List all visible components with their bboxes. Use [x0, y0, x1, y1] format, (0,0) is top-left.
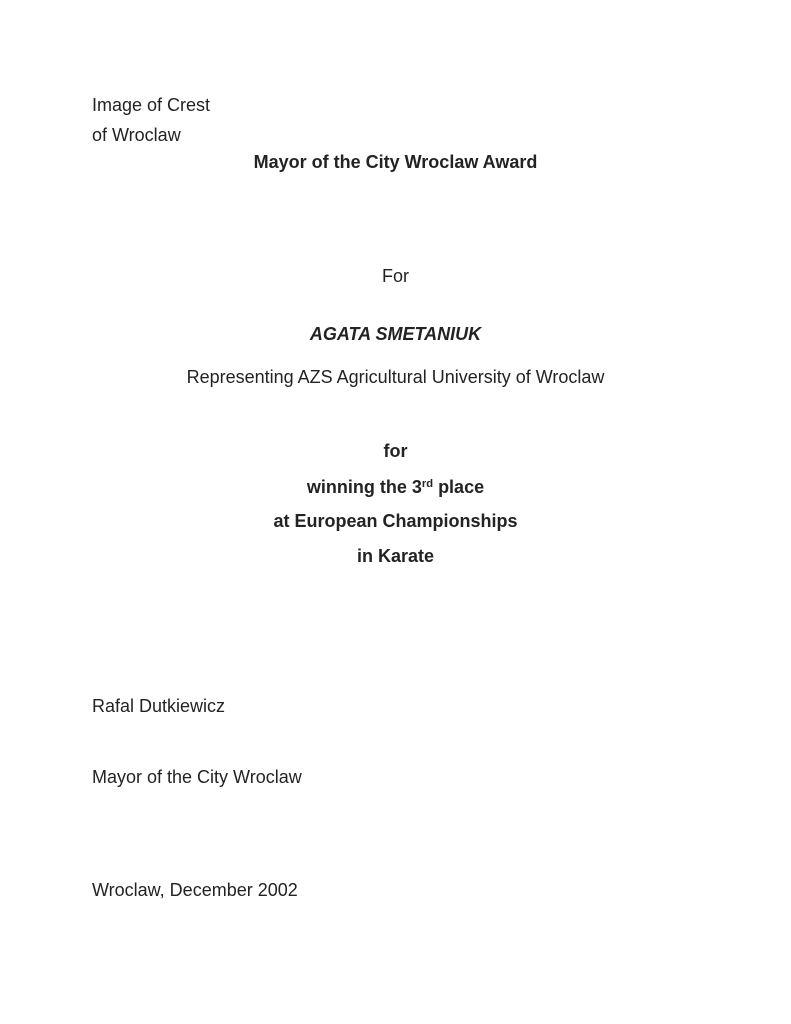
dateline: Wroclaw, December 2002: [92, 880, 298, 900]
recipient-affiliation: Representing AZS Agricultural University of Wroclaw: [186, 367, 605, 387]
achievement-line-1-suffix: place: [433, 477, 485, 497]
crest-placeholder-line-1: Image of Crest: [92, 95, 211, 115]
crest-placeholder-line-2: of Wroclaw: [92, 125, 181, 145]
achievement-line-3: in Karate: [356, 546, 435, 566]
signature-title: Mayor of the City Wroclaw: [92, 767, 302, 787]
ordinal-superscript: rd: [421, 477, 434, 490]
recipient-name: AGATA SMETANIUK: [309, 324, 482, 344]
achievement-line-2: at European Championships: [273, 511, 518, 531]
achievement-line-1: [92, 472, 699, 502]
crest-placeholder: [92, 90, 699, 150]
award-title: Mayor of the City Wroclaw Award: [253, 152, 538, 172]
preposition-for: For: [382, 266, 409, 286]
achievement-for-label: for: [383, 441, 408, 461]
achievement-line-1-prefix: winning the 3: [306, 477, 422, 497]
signature-name: Rafal Dutkiewicz: [92, 696, 226, 716]
